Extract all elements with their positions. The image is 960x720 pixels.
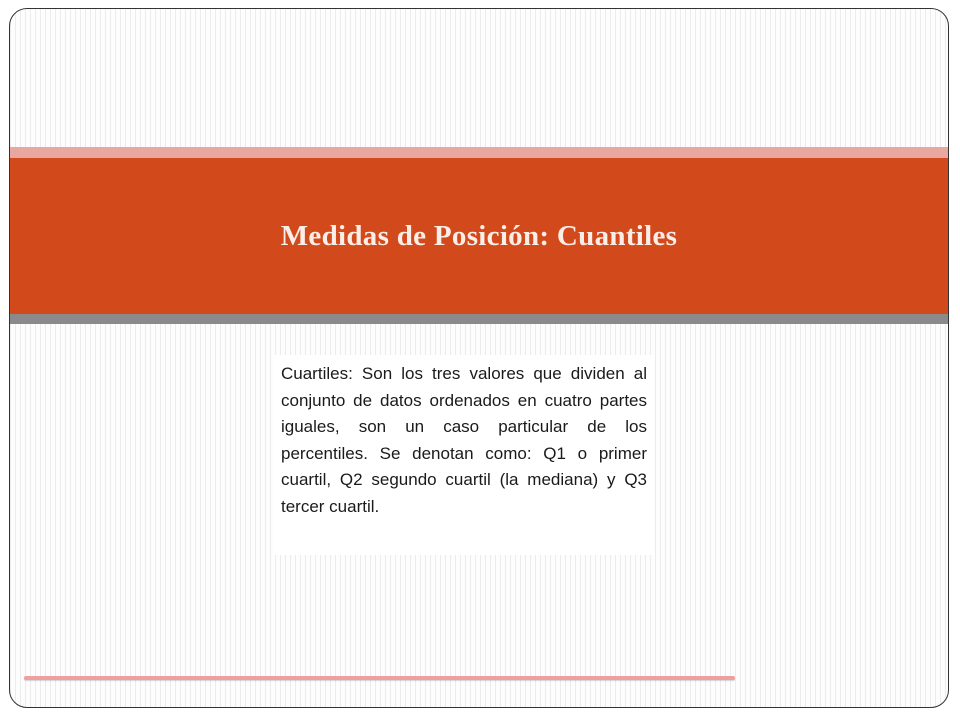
title-band-bottom-stripe xyxy=(10,314,948,324)
footer-accent-line xyxy=(24,676,735,680)
body-definition: Son los tres valores que dividen al conjunto de datos ordenados en cuatro partes iguales, son un caso particular de los percentiles. Se denotan como: Q1 o primer cuartil, Q2 segundo cuartil (la mediana) y Q3 tercer cuartil. xyxy=(281,364,647,516)
slide-title: Medidas de Posición: Cuantiles xyxy=(280,219,678,252)
slide xyxy=(9,8,949,708)
body-paragraph xyxy=(281,361,647,520)
title-band-top-stripe xyxy=(10,147,948,158)
body-text-box xyxy=(274,355,654,555)
title-band xyxy=(10,158,948,314)
body-term: Cuartiles: xyxy=(281,364,353,383)
